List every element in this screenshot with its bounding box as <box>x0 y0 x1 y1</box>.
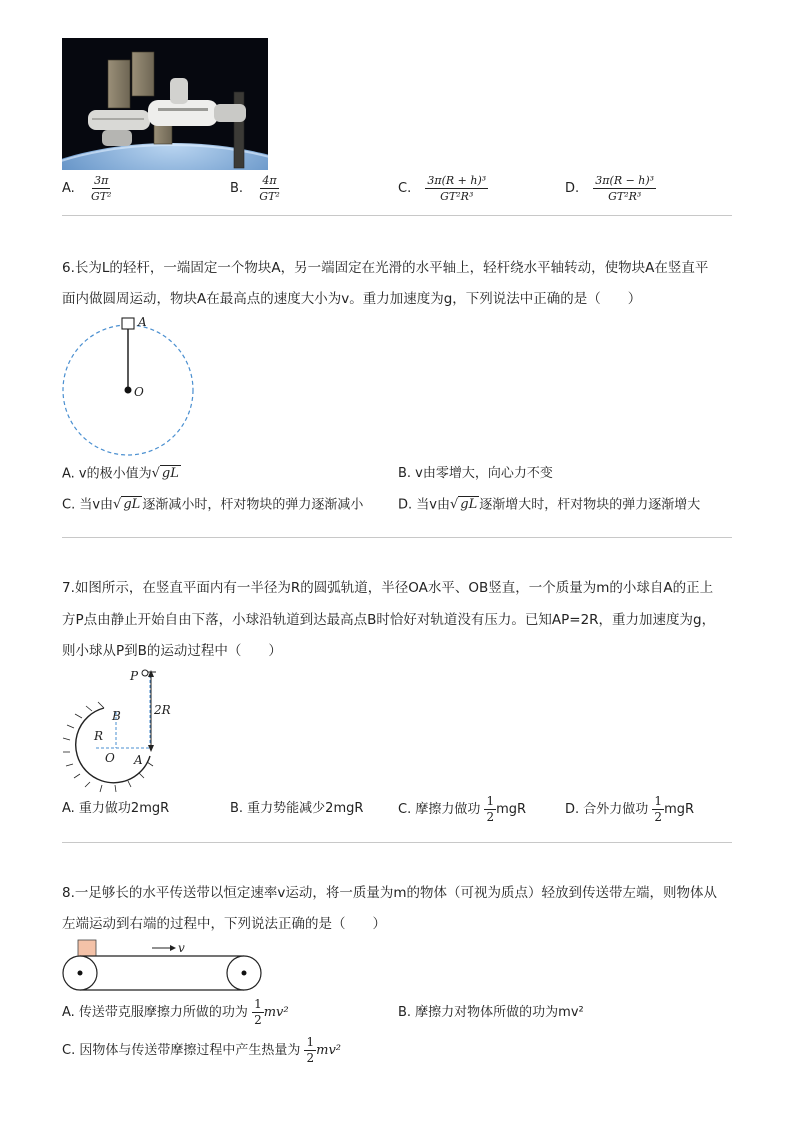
q6-option-b[interactable]: B. v由零增大，向心力不变 <box>398 466 553 481</box>
q5-option-c[interactable]: C. $\frac{\text{3π(R + h)³}}{\text{GT²R³}}$ <box>398 174 487 203</box>
divider <box>62 537 732 538</box>
q5-option-c-formula: $\frac{\text{3π(R + h)³}}{\text{GT²R³}}$ <box>427 174 487 203</box>
space-station-image <box>62 38 268 170</box>
q6-option-c[interactable]: C. 当v由√ gL 逐渐减小时，杆对物块的弹力逐渐减小 <box>62 495 363 516</box>
q7-label-o: O <box>105 751 115 765</box>
q6-label-a: A <box>138 315 147 329</box>
q7-option-a[interactable]: A. 重力做功2mgR <box>62 801 170 816</box>
q8-stem-line2: 左端运动到右端的过程中，下列说法正确的是（ ） <box>62 916 386 932</box>
divider <box>62 842 732 843</box>
q6-axis-point <box>125 387 132 394</box>
q5-option-b[interactable]: B. $\frac{4\pi}{\text{GT²}}$ <box>230 174 280 203</box>
q5-option-a-formula: $\frac{3\pi}{\text{GT²}}$ <box>90 174 112 203</box>
q6-block-a <box>122 318 134 329</box>
q7-figure <box>60 664 180 794</box>
q5-option-b-formula: $\frac{4\pi}{\text{GT²}}$ <box>259 174 280 203</box>
q6-label-o: O <box>134 385 144 399</box>
q7-label-p: P <box>130 669 139 683</box>
q8-option-b[interactable]: B. 摩擦力对物体所做的功为mv² <box>398 1005 584 1020</box>
q6-stem-line2: 面内做圆周运动，物块A在最高点的速度大小为v。重力加速度为g，下列说法中正确的是（ ） <box>62 291 642 307</box>
q7-track-hatching <box>63 702 153 792</box>
q5-option-a[interactable]: A. $\frac{3\pi}{\text{GT²}}$ <box>62 174 112 203</box>
q6-option-d[interactable]: D. 当v由√ gL 逐渐增大时，杆对物块的弹力逐渐增大 <box>398 495 700 516</box>
q5-option-d-formula: $\frac{\text{3π(R − h)³}}{\text{GT²R³}}$ <box>595 174 655 203</box>
sqrt-symbol: √ gL <box>151 466 179 481</box>
q7-label-r: R <box>94 729 104 743</box>
q7-option-d[interactable]: D. 合外力做功 $\frac{1}{2}$ mgR <box>565 794 695 824</box>
q7-label-b: B <box>112 709 121 723</box>
q7-label-a: A <box>134 753 143 767</box>
q8-option-a[interactable]: A. 传送带克服摩擦力所做的功为 $\frac{1}{2}$ mv² <box>62 997 289 1027</box>
q8-option-c[interactable]: C. 因物体与传送带摩擦过程中产生热量为 $\frac{1}{2}$ mv² <box>62 1035 342 1065</box>
one-half-fraction: $\frac{1}{2}$ <box>654 794 663 824</box>
sqrt-symbol: √ gL <box>113 497 141 512</box>
q8-label-v: v <box>178 941 185 955</box>
q7-stem-line2: 方P点由静止开始自由下落，小球沿轨道到达最高点B时恰好对轨道没有压力。已知AP=2R，重力加速度为g， <box>62 612 716 628</box>
divider <box>62 215 732 216</box>
q5-option-d[interactable]: D. $\frac{\text{3π(R − h)³}}{\text{GT²R³}}$ <box>565 174 655 203</box>
q7-ball <box>142 670 148 676</box>
q6-stem-line1: 6.长为L的轻杆，一端固定一个物块A，另一端固定在光滑的水平轴上，轻杆绕水平轴转动，使物块A在竖直平 <box>62 260 709 276</box>
q7-option-c[interactable]: C. 摩擦力做功 $\frac{1}{2}$ mgR <box>398 794 527 824</box>
sqrt-symbol: √ gL <box>449 497 478 512</box>
q7-label-2r: 2R <box>154 703 171 717</box>
q8-stem-line1: 8.一足够长的水平传送带以恒定速率v运动，将一质量为m的物体（可视为质点）轻放到传送带左端，则物体从 <box>62 885 718 901</box>
q6-option-a[interactable]: A. v的极小值为√ gL <box>62 464 181 485</box>
q7-option-b[interactable]: B. 重力势能减少2mgR <box>230 801 364 816</box>
q8-block <box>78 940 96 956</box>
one-half-fraction: $\frac{1}{2}$ <box>306 1035 315 1065</box>
space-station-photo <box>62 38 268 170</box>
one-half-fraction: $\frac{1}{2}$ <box>486 794 495 824</box>
q8-figure <box>60 938 266 994</box>
one-half-fraction: $\frac{1}{2}$ <box>254 997 262 1027</box>
q6-figure <box>60 312 200 462</box>
q7-stem-line3: 则小球从P到B的运动过程中（ ） <box>62 643 282 659</box>
q7-stem-line1: 7.如图所示，在竖直平面内有一半径为R的圆弧轨道，半径OA水平、OB竖直，一个质量为m的小球自A的正上 <box>62 580 714 596</box>
